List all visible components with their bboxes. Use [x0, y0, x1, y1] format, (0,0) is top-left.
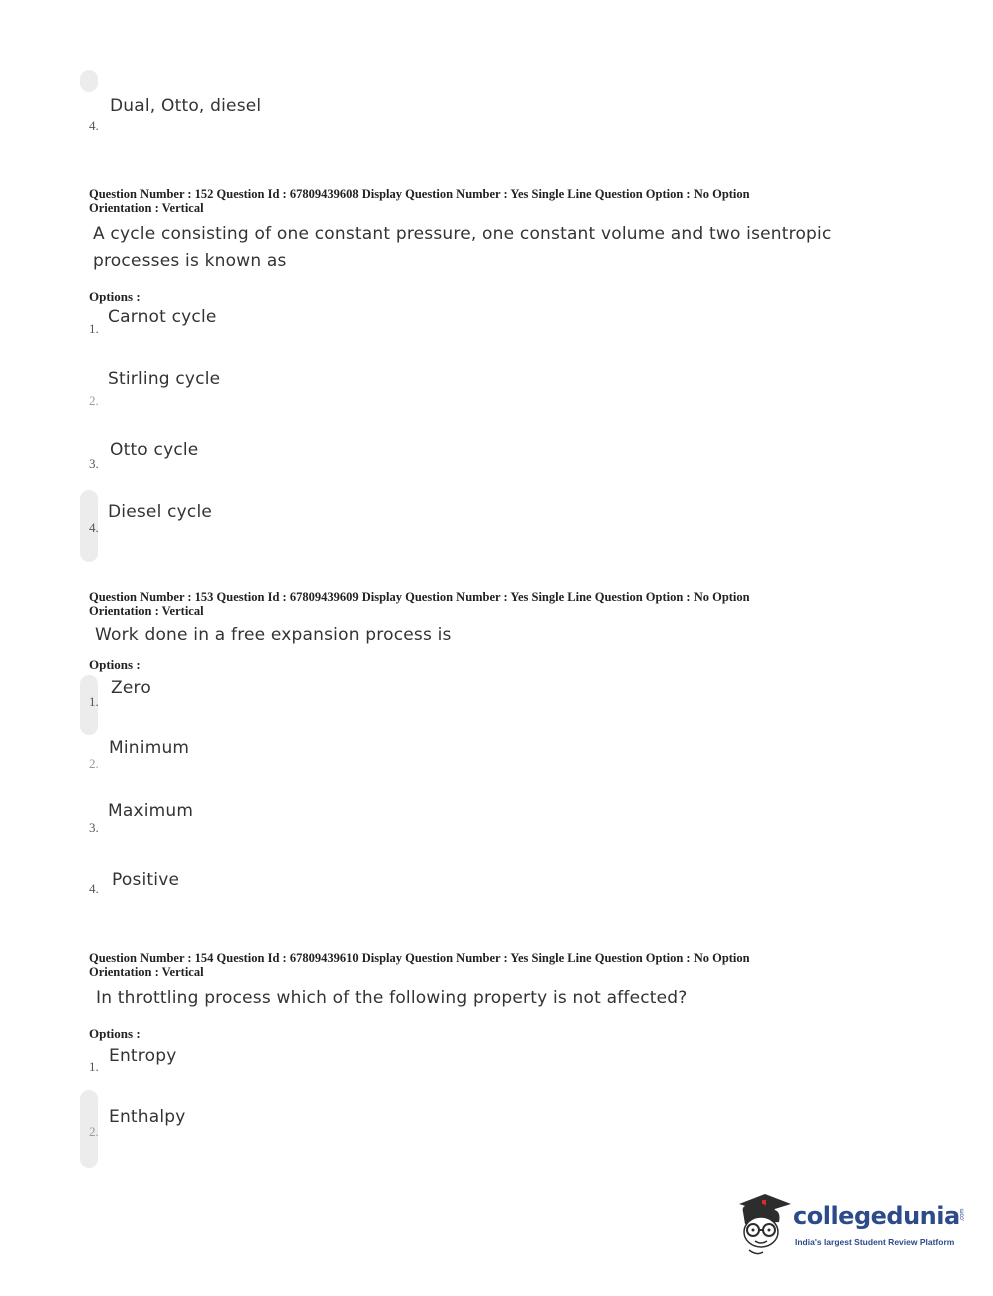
question-text — [96, 985, 688, 1012]
option-text: Minimum — [109, 738, 190, 758]
options-label: Options : — [89, 289, 141, 304]
question-meta-line: Orientation : Vertical — [89, 201, 204, 215]
options-label: Options : — [89, 1026, 141, 1041]
question-text — [93, 221, 832, 275]
mascot-icon — [735, 1190, 793, 1256]
question-text-line: Work done in a free expansion process is — [95, 625, 452, 645]
option-number: 4. — [89, 881, 99, 896]
logo-wordmark: collegedunia — [793, 1202, 960, 1230]
option-number: 3. — [89, 820, 99, 835]
question-meta — [89, 187, 879, 215]
option-number: 3. — [89, 456, 99, 471]
option-number: 2. — [89, 1124, 99, 1139]
options-label: Options : — [89, 657, 141, 672]
question-meta-line: Question Number : 153 Question Id : 67809439609 Display Question Number : Yes Single Line Question Option : No Option — [89, 590, 750, 604]
option-text: Entropy — [109, 1046, 177, 1066]
question-meta-line: Question Number : 154 Question Id : 67809439610 Display Question Number : Yes Single Line Question Option : No Option — [89, 951, 750, 965]
option-number: 1. — [89, 694, 99, 709]
collegedunia-logo — [735, 1190, 965, 1260]
option-text: Positive — [112, 870, 180, 890]
option-number: 1. — [89, 321, 99, 336]
option-number: 4. — [89, 520, 99, 535]
question-meta — [89, 951, 879, 979]
logo-suffix: .com — [959, 1208, 966, 1222]
question-meta-line: Orientation : Vertical — [89, 965, 204, 979]
option-text: Stirling cycle — [108, 369, 221, 389]
option-highlight — [80, 70, 98, 92]
option-number: 2. — [89, 756, 99, 771]
option-text: Maximum — [108, 801, 194, 821]
option-number: 1. — [89, 1059, 99, 1074]
option-text: Diesel cycle — [108, 502, 213, 522]
question-text-line: A cycle consisting of one constant pressure, one constant volume and two isentropic — [93, 224, 832, 244]
option-text: Enthalpy — [109, 1107, 186, 1127]
question-text-line: processes is known as — [93, 251, 287, 271]
question-text-line: In throttling process which of the following property is not affected? — [96, 988, 688, 1008]
question-meta-line: Question Number : 152 Question Id : 67809439608 Display Question Number : Yes Single Line Question Option : No Option — [89, 187, 750, 201]
option-text: Zero — [111, 678, 151, 698]
option-text: Carnot cycle — [108, 307, 217, 327]
question-meta — [89, 590, 879, 618]
option-number: 2. — [89, 393, 99, 408]
question-text — [95, 622, 452, 649]
option-text: Otto cycle — [110, 440, 199, 460]
option-text: Dual, Otto, diesel — [110, 96, 262, 116]
option-number: 4. — [89, 118, 99, 133]
question-meta-line: Orientation : Vertical — [89, 604, 204, 618]
logo-tagline: India's largest Student Review Platform — [795, 1237, 955, 1247]
